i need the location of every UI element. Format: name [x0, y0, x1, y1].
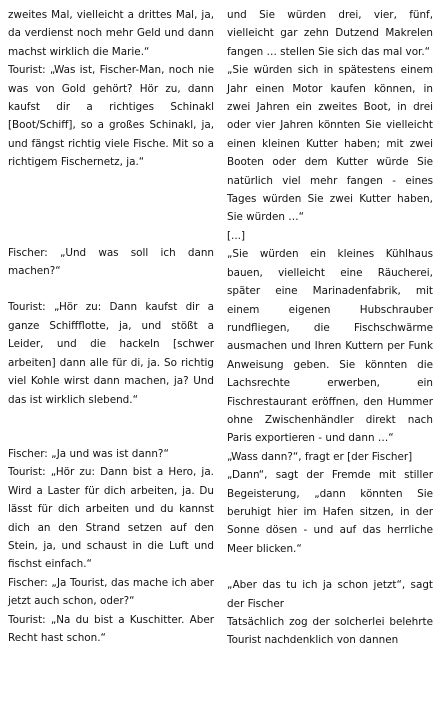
right-block-1 — [227, 6, 433, 558]
right-paragraph-5: „Wass dann?“, fragt er [der Fischer] — [227, 450, 413, 463]
left-block-4 — [8, 298, 214, 408]
right-paragraph-2: „Sie würden sich in spätestens einem Jahr einen Motor kaufen können, in zwei Jahren ein zweites Boot, in drei oder vier Jahren könnten Sie vielleicht einen kleinen Kutter haben; mit zwei Booten oder dem Kutter würde Sie natürlich viel mehr fangen - eines Tages würden Sie zwei Kutter haben, Sie würden …“ — [227, 64, 433, 224]
spacer — [227, 558, 433, 576]
left-paragraph-7: Fischer: „Ja Tourist, das mache ich aber jetzt auch schon, oder?“ — [8, 576, 214, 608]
left-block-2 — [8, 61, 214, 171]
right-paragraph-4: „Sie würden ein kleines Kühlhaus bauen, vielleicht eine Räucherei, später eine Marinadenfabrik, mit einem eigenen Hubschrauber rundfliegen, die Fischschwärme ausmachen und Ihren Kuttern per Funk Anweisung geben. Sie könnten die Lachsrechte erwerben, ein Fischrestaurant eröffnen, den Hummer ohne Zwischenhändler direkt nach Paris exportieren - und dann …“ — [227, 248, 433, 445]
spacer — [8, 208, 214, 226]
spacer — [8, 280, 214, 298]
spacer — [8, 190, 214, 208]
left-block-3 — [8, 244, 214, 281]
right-paragraph-1: und Sie würden drei, vier, fünf, vielleicht gar zehn Dutzend Makrelen fangen … stellen Sie sich das mal vor.“ — [227, 9, 433, 58]
left-paragraph-5: Fischer: „Ja und was ist dann?“ — [8, 447, 169, 460]
left-text-column — [8, 6, 214, 647]
spacer — [8, 172, 214, 190]
left-block-1 — [8, 6, 214, 61]
right-paragraph-8: Tatsächlich zog der solcherlei belehrte Tourist nachdenklich von dannen — [227, 616, 433, 647]
right-block-2 — [227, 576, 433, 650]
right-paragraph-3: [...] — [227, 229, 246, 242]
right-text-column — [227, 6, 433, 650]
left-paragraph-2: Tourist: „Was ist, Fischer-Man, noch nie was von Gold gehört? Hör zu, dann kaufst dir a richtiges Schinakl [Boot/Schiff], so a großes Schinakl, ja, und fängst richtig viele Fische. Mit so a richtigem Fischernetz, ja.“ — [8, 64, 214, 169]
right-paragraph-7: „Aber das tu ich ja schon jetzt“, sagt der Fischer — [227, 579, 433, 610]
left-block-5 — [8, 445, 214, 647]
spacer — [8, 427, 214, 445]
left-paragraph-4: Tourist: „Hör zu: Dann kaufst dir a ganze Schiffflotte, ja, und stößt a Leider, und die hackeln [schwer arbeiten] dann alle für di, ja. So richtig viel Kohle wirst dann machen, ja? Und das ist wirklich slebend.“ — [8, 301, 214, 406]
spacer — [8, 226, 214, 244]
right-paragraph-6: „Dann“, sagt der Fremde mit stiller Begeisterung, „dann könnten Sie beruhigt hier im Hafen sitzen, in der Sonne dösen - und auf das herrliche Meer blicken.“ — [227, 469, 433, 555]
left-paragraph-1: zweites Mal, vielleicht a drittes Mal, ja, da verdienst noch mehr Geld und dann machst wirklich die Marie.“ — [8, 9, 214, 58]
left-paragraph-8: Tourist: „Na du bist a Kuschitter. Aber Recht hast schon.“ — [8, 613, 214, 644]
spacer — [8, 409, 214, 427]
left-paragraph-3: Fischer: „Und was soll ich dann machen?“ — [8, 246, 214, 278]
left-paragraph-6: Tourist: „Hör zu: Dann bist a Hero, ja. Wird a Laster für dich arbeiten, ja. Du lässt für dich arbeiten und du kannst dich an den Strand setzen auf den Stein, ja, und schaust in die Luft und fischst einfach.“ — [8, 466, 214, 571]
